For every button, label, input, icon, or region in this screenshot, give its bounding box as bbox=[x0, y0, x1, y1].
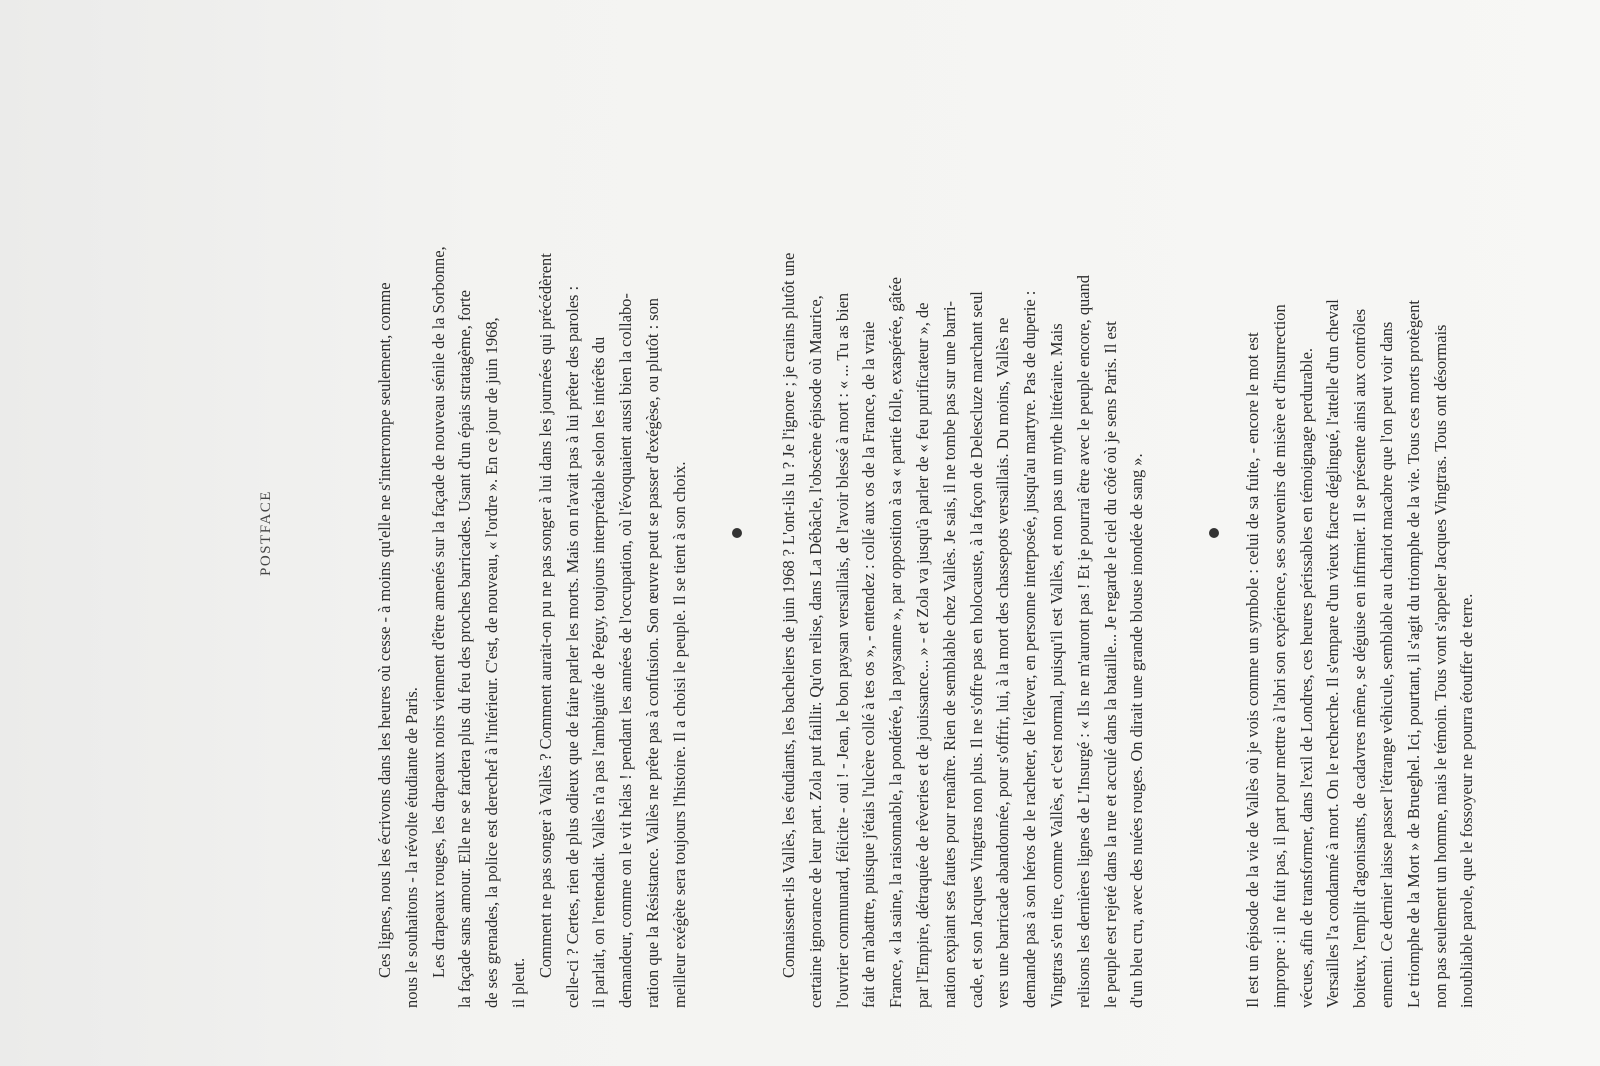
text-line: nous le souhaitons - la révolte étudiante de Paris. bbox=[401, 687, 421, 1008]
section-separator-bullet bbox=[732, 528, 742, 538]
text-line: d'un bleu cru, avec des nuées rouges. On dirait une grande blouse inondée de sang ». bbox=[1127, 453, 1147, 1008]
text-line: cade, et son Jacques Vingtras non plus. Il ne s'offre pas en holocauste, à la façon de Delescluze marchant seul bbox=[966, 291, 986, 1008]
section-1 bbox=[372, 246, 694, 1008]
text-line: l'ouvrier communard, félicite - oui ! - Jean, le bon paysan versaillais, de l'avoir blessé à mort : « ... Tu as bien bbox=[832, 292, 852, 1008]
text-line: Les drapeaux rouges, les drapeaux noirs viennent d'être amenés sur la façade de nouveau sénile de la Sorbonne, bbox=[428, 246, 448, 978]
page-title: POSTFACE bbox=[258, 490, 274, 576]
text-line: demande pas à son héros de le racheter, de l'élever, en personne interposée, jusqu'au martyre. Pas de duperie : bbox=[1020, 290, 1040, 1008]
book-page bbox=[250, 0, 1600, 1066]
text-line: France, « la saine, la raisonnable, la pondérée, la paysanne », par opposition à sa « partie folle, exaspérée, gâtée bbox=[886, 277, 906, 1008]
text-line: ration que la Résistance. Vallès ne prête pas à confusion. Son œuvre peut se passer d'exégèse, ou plutôt : son bbox=[642, 298, 662, 1008]
text-line: certaine ignorance de leur part. Zola put faillir. Qu'on relise, dans La Débâcle, l'obscène épisode où Maurice, bbox=[805, 295, 825, 1008]
text-line: Il est un épisode de la vie de Vallès où je vois comme un symbole : celui de sa fuite, - encore le mot est bbox=[1243, 332, 1262, 1008]
text-line: par l'Empire, détraquée de rêveries et de jouissance... » - et Zola va jusqu'à parler de « feu purificateur », de bbox=[912, 302, 932, 1008]
text-line: de ses grenades, la police est derechef à l'intérieur. C'est, de nouveau, « l'ordre ». En ce jour de juin 1968, bbox=[482, 317, 502, 1008]
text-line: Connaissent-ils Vallès, les étudiants, les bacheliers de juin 1968 ? L'ont-ils lu ? Je l'ignore ; je crains plutôt une bbox=[779, 252, 798, 978]
text-line: il parlait, on l'entendait. Vallès n'a pas l'ambiguïté de Péguy, toujours interprétable selon les intérêts du bbox=[589, 336, 609, 1008]
text-line: impropre : il ne fuit pas, il part pour mettre à l'abri son expérience, ses souvenirs de misère et d'insurrection bbox=[1269, 304, 1289, 1008]
text-line: il pleut. bbox=[508, 957, 528, 1008]
text-line: Versailles l'a condamné à mort. On le recherche. Il s'empare d'un vieux fiacre déglingué, l'attelle d'un cheval bbox=[1323, 299, 1343, 1008]
text-line: Vingtras s'en tire, comme Vallès, et c'est normal, puisqu'il est Vallès, et non pas un mythe littéraire. Mais bbox=[1046, 323, 1066, 1008]
text-line: boiteux, l'emplit d'agonisants, de cadavres même, se déguise en infirmier. Il se présente ainsi aux contrôles bbox=[1350, 308, 1370, 1008]
text-line: la façade sans amour. Elle ne se fardera plus du feu des proches barricades. Usant d'un épais stratagème, forte bbox=[455, 290, 475, 1008]
text-line: nation expiant ses fautes pour renaître. Rien de semblable chez Vallès. Je sais, il ne tombe pas sur une barri- bbox=[939, 300, 959, 1008]
text-line: Comment ne pas songer à Vallès ? Comment aurait-on pu ne pas songer à lui dans les journées qui précédèrent bbox=[535, 253, 555, 978]
text-line: le peuple est rejeté dans la rue et acculé dans la bataille... Je regarde le ciel du côté où je sens Paris. Il est bbox=[1100, 321, 1120, 1008]
text-line: vécues, afin de transformer, dans l'exil de Londres, ces heures périssables en témoignage perdurable. bbox=[1296, 348, 1316, 1008]
text-line: non pas seulement un homme, mais le témoin. Tous vont s'appeler Jacques Vingtras. Tous ont désormais bbox=[1430, 324, 1450, 1008]
section-3 bbox=[1240, 299, 1481, 1008]
text-line: relisons les dernières lignes de L'Insurgé : « Ils ne m'auront pas ! Et je pourrai être avec le peuple encore, quand bbox=[1073, 275, 1093, 1008]
section-2 bbox=[776, 253, 1151, 1008]
text-line: meilleur exégète sera toujours l'histoire. Il a choisi le peuple. Il se tient à son choix. bbox=[669, 461, 689, 1008]
text-line: vers une barricade abandonnée, pour s'offrir, lui, à la mort des chassepots versaillais. Du moins, Vallès ne bbox=[993, 317, 1013, 1008]
text-line: celle-ci ? Certes, rien de plus odieux que de faire parler les morts. Mais on n'avait pas à lui prêter des paroles : bbox=[562, 285, 582, 1008]
text-line: demandeur, comme on le vit hélas ! pendant les années de l'occupation, où l'évoquaient aussi bien la collabo- bbox=[616, 293, 636, 1008]
text-line: Le triomphe de la Mort » de Brueghel. Ici, pourtant, il s'agit du triomphe de la vie. Tous ces morts protègent bbox=[1403, 300, 1423, 1008]
section-separator-bullet bbox=[1209, 528, 1219, 538]
text-line: ennemi. Ce dernier laisse passer l'étrange véhicule, semblable au chariot macabre que l'on peut voir dans bbox=[1376, 321, 1396, 1008]
text-line: fait de m'abattre, puisque j'étais l'ulcère collé à tes os », - entendez : collé aux os de la France, de la vraie bbox=[859, 321, 879, 1008]
text-line: inoubliable parole, que le fossoyeur ne pourra étouffer de terre. bbox=[1457, 593, 1477, 1008]
text-line: Ces lignes, nous les écrivons dans les heures où cesse - à moins qu'elle ne s'interrompe seulement, comme bbox=[375, 282, 394, 978]
